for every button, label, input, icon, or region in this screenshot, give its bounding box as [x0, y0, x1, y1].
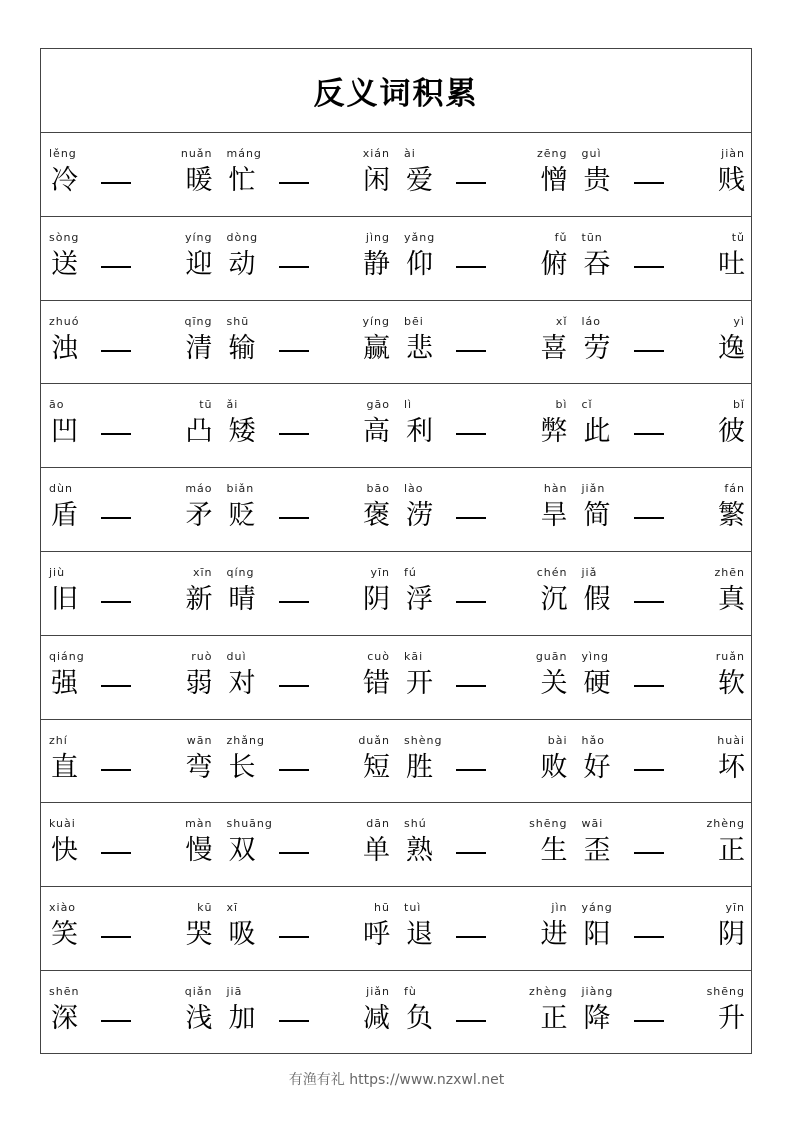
pinyin-left: shū	[226, 314, 250, 328]
hanzi-left: 长	[228, 751, 256, 783]
hanzi-left: 强	[51, 667, 78, 699]
pinyin-left: tūn	[581, 230, 603, 244]
dash-separator	[101, 1020, 131, 1022]
antonym-pair	[219, 552, 397, 635]
hanzi-right: 单	[363, 835, 390, 867]
dash-separator	[101, 266, 131, 268]
table-row	[41, 971, 751, 1055]
pinyin-right: wān	[186, 733, 213, 747]
antonym-pair	[219, 468, 397, 551]
pinyin-left: jiù	[49, 565, 66, 579]
dash-separator	[456, 182, 486, 184]
antonym-pair	[396, 720, 574, 803]
table-row	[41, 887, 751, 971]
pinyin-left: tuì	[404, 901, 422, 915]
hanzi-left: 忙	[228, 165, 256, 196]
pinyin-left: xī	[226, 901, 239, 915]
pinyin-left: qíng	[226, 565, 255, 579]
pinyin-right: xīn	[192, 565, 213, 579]
hanzi-left: 贵	[583, 165, 611, 196]
hanzi-left: 加	[228, 1002, 256, 1034]
antonym-pair	[219, 971, 397, 1055]
pinyin-left: xiào	[49, 901, 77, 915]
hanzi-left: 动	[228, 248, 256, 280]
hanzi-left: 爱	[406, 165, 433, 196]
antonym-pair	[574, 217, 752, 300]
hanzi-left: 对	[228, 667, 256, 699]
dash-separator	[634, 685, 664, 687]
pinyin-right: shēng	[706, 984, 745, 998]
antonym-pair	[219, 301, 397, 384]
pinyin-right: máo	[185, 482, 213, 496]
antonym-pair	[396, 971, 574, 1055]
dash-separator	[456, 852, 486, 854]
hanzi-left: 直	[51, 751, 78, 783]
pinyin-right: guān	[535, 649, 568, 663]
hanzi-right: 暖	[185, 165, 213, 196]
pinyin-right: jìn	[551, 901, 568, 915]
hanzi-right: 哭	[185, 919, 213, 951]
antonym-pair	[41, 301, 219, 384]
hanzi-right: 关	[540, 667, 568, 699]
dash-separator	[456, 266, 486, 268]
hanzi-right: 静	[363, 248, 390, 280]
dash-separator	[101, 350, 131, 352]
hanzi-right: 彼	[718, 416, 745, 448]
hanzi-right: 繁	[718, 500, 745, 532]
hanzi-left: 硬	[583, 667, 611, 699]
hanzi-left: 吞	[583, 248, 611, 280]
hanzi-right: 清	[185, 332, 213, 364]
hanzi-left: 输	[228, 332, 256, 364]
hanzi-left: 浊	[51, 332, 78, 364]
antonym-pair	[219, 384, 397, 467]
hanzi-left: 矮	[228, 416, 256, 448]
hanzi-left: 熟	[406, 835, 433, 867]
dash-separator	[279, 1020, 309, 1022]
dash-separator	[279, 350, 309, 352]
antonym-pair	[574, 636, 752, 719]
pinyin-left: zhǎng	[226, 733, 265, 747]
dash-separator	[279, 685, 309, 687]
antonym-pair	[574, 384, 752, 467]
hanzi-right: 软	[718, 667, 745, 699]
pinyin-left: fú	[404, 565, 417, 579]
pinyin-right: yíng	[184, 230, 213, 244]
pinyin-left: kuài	[49, 817, 76, 831]
pinyin-right: yīn	[370, 565, 390, 579]
dash-separator	[634, 182, 664, 184]
antonym-pair	[41, 636, 219, 719]
pinyin-right: chén	[536, 565, 568, 579]
antonym-pair	[396, 468, 574, 551]
antonym-pair	[41, 217, 219, 300]
hanzi-right: 弊	[540, 416, 568, 448]
pinyin-left: lào	[404, 482, 424, 496]
dash-separator	[456, 685, 486, 687]
hanzi-right: 憎	[540, 165, 568, 196]
hanzi-left: 退	[406, 919, 433, 951]
dash-separator	[634, 350, 664, 352]
pinyin-right: shēng	[529, 817, 568, 831]
pinyin-right: kū	[197, 901, 213, 915]
hanzi-left: 浮	[406, 583, 433, 615]
dash-separator	[456, 601, 486, 603]
hanzi-right: 阴	[363, 583, 390, 615]
pinyin-left: zhí	[49, 733, 68, 747]
dash-separator	[456, 1020, 486, 1022]
hanzi-right: 阴	[718, 919, 745, 951]
dash-separator	[634, 1020, 664, 1022]
pinyin-left: kāi	[404, 649, 424, 663]
dash-separator	[279, 852, 309, 854]
dash-separator	[634, 517, 664, 519]
hanzi-left: 负	[406, 1002, 433, 1034]
antonym-pair	[574, 803, 752, 886]
table-row	[41, 384, 751, 468]
pinyin-right: bài	[547, 733, 568, 747]
antonym-pair	[396, 552, 574, 635]
pinyin-right: zhèng	[529, 984, 568, 998]
dash-separator	[101, 685, 131, 687]
antonym-pair	[396, 636, 574, 719]
pinyin-left: jiā	[226, 984, 243, 998]
pinyin-left: āo	[49, 398, 65, 412]
antonym-pair	[396, 803, 574, 886]
table-row	[41, 468, 751, 552]
pinyin-right: fǔ	[554, 230, 568, 244]
dash-separator	[634, 433, 664, 435]
table-row	[41, 217, 751, 301]
antonym-table	[41, 133, 751, 1055]
title-row	[41, 49, 751, 133]
hanzi-right: 闲	[363, 165, 390, 196]
pinyin-left: zhuó	[49, 314, 80, 328]
dash-separator	[101, 601, 131, 603]
antonym-pair	[41, 384, 219, 467]
hanzi-right: 凸	[185, 416, 213, 448]
hanzi-right: 旱	[540, 500, 568, 532]
dash-separator	[279, 433, 309, 435]
pinyin-right: yīn	[725, 901, 745, 915]
dash-separator	[279, 769, 309, 771]
pinyin-right: ruò	[191, 649, 213, 663]
hanzi-right: 浅	[185, 1002, 213, 1034]
footer-watermark: 有渔有礼 https://www.nzxwl.net	[288, 1072, 505, 1088]
dash-separator	[279, 517, 309, 519]
pinyin-right: jìng	[365, 230, 390, 244]
hanzi-left: 仰	[406, 248, 433, 280]
antonym-pair	[219, 887, 397, 970]
hanzi-left: 双	[228, 835, 256, 867]
hanzi-left: 胜	[406, 751, 433, 783]
pinyin-left: yáng	[581, 901, 613, 915]
antonym-pair	[574, 468, 752, 551]
hanzi-right: 弯	[185, 751, 213, 783]
hanzi-right: 高	[363, 416, 390, 448]
antonym-pair	[574, 133, 752, 216]
hanzi-left: 好	[583, 751, 611, 783]
antonym-pair	[41, 468, 219, 551]
hanzi-right: 呼	[363, 919, 390, 951]
hanzi-left: 旧	[51, 583, 78, 615]
dash-separator	[634, 936, 664, 938]
hanzi-left: 晴	[228, 583, 256, 615]
dash-separator	[279, 182, 309, 184]
antonym-pair	[219, 720, 397, 803]
antonym-pair	[219, 803, 397, 886]
table-row	[41, 133, 751, 217]
hanzi-right: 错	[363, 667, 390, 699]
hanzi-left: 吸	[228, 919, 256, 951]
dash-separator	[101, 936, 131, 938]
pinyin-left: láo	[581, 314, 602, 328]
dash-separator	[456, 350, 486, 352]
hanzi-left: 悲	[406, 332, 433, 364]
antonym-pair	[41, 552, 219, 635]
pinyin-left: shú	[404, 817, 427, 831]
hanzi-left: 盾	[51, 500, 78, 532]
hanzi-right: 迎	[185, 248, 213, 280]
hanzi-right: 升	[718, 1002, 745, 1034]
antonym-pair	[41, 133, 219, 216]
hanzi-left: 深	[51, 1002, 78, 1034]
page-title: 反义词积累	[313, 76, 479, 112]
hanzi-left: 开	[406, 667, 433, 699]
pinyin-left: lěng	[49, 147, 77, 160]
pinyin-right: fán	[724, 482, 745, 496]
dash-separator	[456, 433, 486, 435]
pinyin-left: yǎng	[404, 230, 436, 244]
table-row	[41, 301, 751, 385]
hanzi-right: 弱	[185, 667, 213, 699]
hanzi-right: 俯	[540, 248, 568, 280]
antonym-pair	[574, 720, 752, 803]
pinyin-right: dān	[366, 817, 390, 831]
worksheet	[40, 48, 752, 1054]
hanzi-right: 短	[363, 751, 390, 783]
hanzi-right: 败	[540, 751, 568, 783]
pinyin-left: dòng	[226, 230, 259, 244]
antonym-pair	[41, 720, 219, 803]
hanzi-left: 劳	[583, 332, 611, 364]
hanzi-left: 阳	[583, 919, 611, 951]
pinyin-left: biǎn	[226, 482, 255, 496]
dash-separator	[634, 266, 664, 268]
pinyin-right: hū	[374, 901, 390, 915]
pinyin-left: ǎi	[226, 398, 239, 412]
pinyin-left: hǎo	[581, 733, 605, 747]
antonym-pair	[396, 887, 574, 970]
pinyin-left: shèng	[404, 733, 443, 747]
pinyin-right: bǐ	[732, 398, 745, 412]
dash-separator	[634, 601, 664, 603]
pinyin-right: qīng	[184, 314, 213, 328]
hanzi-left: 笑	[51, 919, 78, 951]
pinyin-right: nuǎn	[180, 147, 213, 160]
pinyin-right: yì	[733, 314, 745, 328]
hanzi-left: 送	[51, 248, 78, 280]
pinyin-left: jiàng	[581, 984, 614, 998]
dash-separator	[101, 433, 131, 435]
dash-separator	[279, 601, 309, 603]
hanzi-right: 进	[540, 919, 568, 951]
hanzi-right: 喜	[540, 332, 568, 364]
pinyin-left: dùn	[49, 482, 73, 496]
pinyin-left: jiǎ	[581, 565, 598, 579]
hanzi-right: 坏	[718, 751, 745, 783]
pinyin-left: shuāng	[226, 817, 273, 831]
pinyin-left: jiǎn	[581, 482, 606, 496]
table-row	[41, 803, 751, 887]
pinyin-left: ài	[404, 147, 416, 160]
hanzi-right: 赢	[363, 332, 390, 364]
hanzi-left: 假	[583, 583, 611, 615]
pinyin-left: wāi	[581, 817, 604, 831]
pinyin-right: xián	[362, 147, 390, 160]
pinyin-right: bāo	[366, 482, 390, 496]
antonym-pair	[41, 887, 219, 970]
antonym-pair	[574, 552, 752, 635]
hanzi-right: 正	[718, 835, 745, 867]
pinyin-left: fù	[404, 984, 417, 998]
antonym-pair	[396, 133, 574, 216]
dash-separator	[101, 182, 131, 184]
pinyin-right: duǎn	[358, 733, 390, 747]
pinyin-left: shēn	[49, 984, 80, 998]
pinyin-right: zhēn	[714, 565, 745, 579]
dash-separator	[456, 936, 486, 938]
dash-separator	[101, 517, 131, 519]
hanzi-right: 褒	[363, 500, 390, 532]
pinyin-right: màn	[185, 817, 213, 831]
pinyin-right: ruǎn	[715, 649, 745, 663]
dash-separator	[101, 769, 131, 771]
pinyin-left: yìng	[581, 649, 610, 663]
pinyin-right: huài	[717, 733, 745, 747]
table-row	[41, 552, 751, 636]
hanzi-left: 涝	[406, 500, 433, 532]
pinyin-left: bēi	[404, 314, 424, 328]
dash-separator	[279, 936, 309, 938]
pinyin-right: xǐ	[555, 314, 568, 328]
antonym-pair	[396, 217, 574, 300]
table-row	[41, 636, 751, 720]
antonym-pair	[396, 301, 574, 384]
antonym-pair	[574, 887, 752, 970]
pinyin-left: guì	[581, 147, 602, 160]
antonym-pair	[219, 636, 397, 719]
hanzi-left: 降	[583, 1002, 611, 1034]
pinyin-left: qiáng	[49, 649, 85, 663]
hanzi-left: 歪	[583, 835, 611, 867]
antonym-pair	[41, 803, 219, 886]
hanzi-left: 此	[583, 416, 611, 448]
hanzi-right: 沉	[540, 583, 568, 615]
pinyin-left: máng	[226, 147, 262, 160]
hanzi-right: 慢	[185, 835, 213, 867]
hanzi-right: 减	[363, 1002, 390, 1034]
pinyin-left: cǐ	[581, 398, 593, 412]
hanzi-right: 矛	[185, 500, 213, 532]
dash-separator	[634, 852, 664, 854]
antonym-pair	[396, 384, 574, 467]
hanzi-right: 吐	[718, 248, 745, 280]
hanzi-right: 真	[718, 583, 745, 615]
antonym-pair	[219, 217, 397, 300]
pinyin-right: bì	[555, 398, 568, 412]
pinyin-right: tū	[199, 398, 213, 412]
hanzi-left: 利	[406, 416, 433, 448]
dash-separator	[634, 769, 664, 771]
hanzi-left: 快	[51, 835, 78, 867]
antonym-pair	[574, 301, 752, 384]
hanzi-right: 新	[185, 583, 213, 615]
antonym-pair	[219, 133, 397, 216]
table-row	[41, 720, 751, 804]
hanzi-left: 冷	[51, 165, 78, 196]
pinyin-right: cuò	[367, 649, 390, 663]
pinyin-right: yíng	[362, 314, 390, 328]
pinyin-right: zhèng	[706, 817, 745, 831]
pinyin-right: gāo	[366, 398, 390, 412]
hanzi-left: 简	[583, 500, 611, 532]
hanzi-left: 凹	[51, 416, 78, 448]
hanzi-right: 贱	[718, 165, 745, 196]
pinyin-right: hàn	[543, 482, 568, 496]
dash-separator	[101, 852, 131, 854]
pinyin-right: zēng	[537, 147, 568, 160]
hanzi-right: 逸	[718, 332, 745, 364]
hanzi-left: 贬	[228, 500, 256, 532]
dash-separator	[456, 769, 486, 771]
antonym-pair	[41, 971, 219, 1055]
pinyin-left: sòng	[49, 230, 80, 244]
hanzi-right: 生	[540, 835, 568, 867]
pinyin-right: tǔ	[731, 230, 745, 244]
pinyin-right: jiàn	[721, 147, 745, 160]
hanzi-right: 正	[540, 1002, 568, 1034]
pinyin-right: jiǎn	[366, 984, 390, 998]
antonym-pair	[574, 971, 752, 1055]
dash-separator	[456, 517, 486, 519]
dash-separator	[279, 266, 309, 268]
pinyin-left: duì	[226, 649, 247, 663]
pinyin-right: qiǎn	[184, 984, 213, 998]
pinyin-left: lì	[404, 398, 413, 412]
